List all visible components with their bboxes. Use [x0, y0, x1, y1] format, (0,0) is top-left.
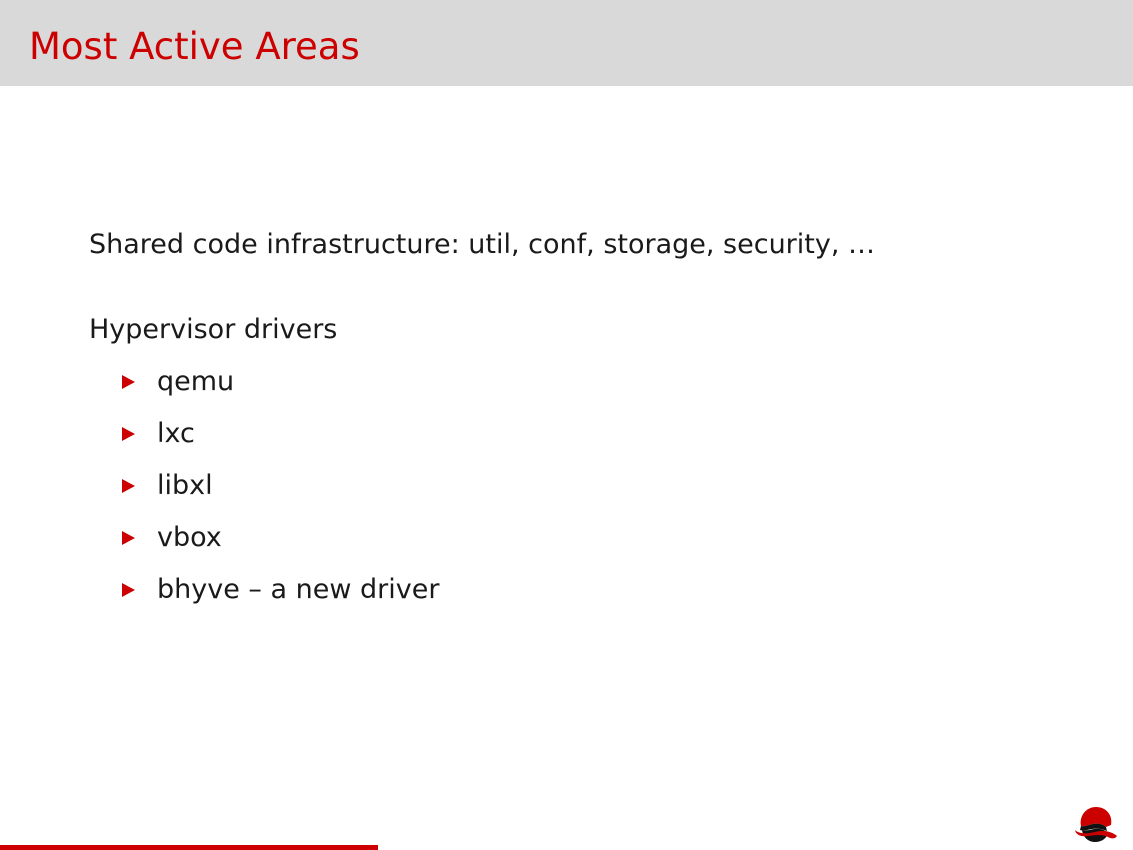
bullet-triangle-icon: [122, 479, 135, 493]
bullet-triangle-icon: [122, 531, 135, 545]
slide-header: [0, 0, 1133, 86]
red-hat-logo-icon: [1073, 804, 1119, 844]
driver-label: libxl: [157, 470, 213, 501]
shared-code-infrastructure-text: Shared code infrastructure: util, conf, storage, security, …: [89, 229, 876, 260]
driver-label: lxc: [157, 418, 195, 449]
hypervisor-drivers-heading: Hypervisor drivers: [89, 314, 338, 345]
bullet-triangle-icon: [122, 375, 135, 389]
bullet-triangle-icon: [122, 427, 135, 441]
bullet-triangle-icon: [122, 583, 135, 597]
driver-label: vbox: [157, 522, 222, 553]
footer-accent-bar: [0, 845, 378, 850]
driver-item-qemu: [89, 363, 1069, 415]
slide-title: Most Active Areas: [29, 25, 360, 68]
driver-label: qemu: [157, 366, 235, 397]
driver-item-bhyve: [89, 571, 1069, 623]
driver-list: [89, 363, 1069, 623]
driver-item-lxc: [89, 415, 1069, 467]
slide-body: [89, 226, 1069, 623]
driver-label: bhyve – a new driver: [157, 574, 440, 605]
driver-item-vbox: [89, 519, 1069, 571]
driver-item-libxl: [89, 467, 1069, 519]
